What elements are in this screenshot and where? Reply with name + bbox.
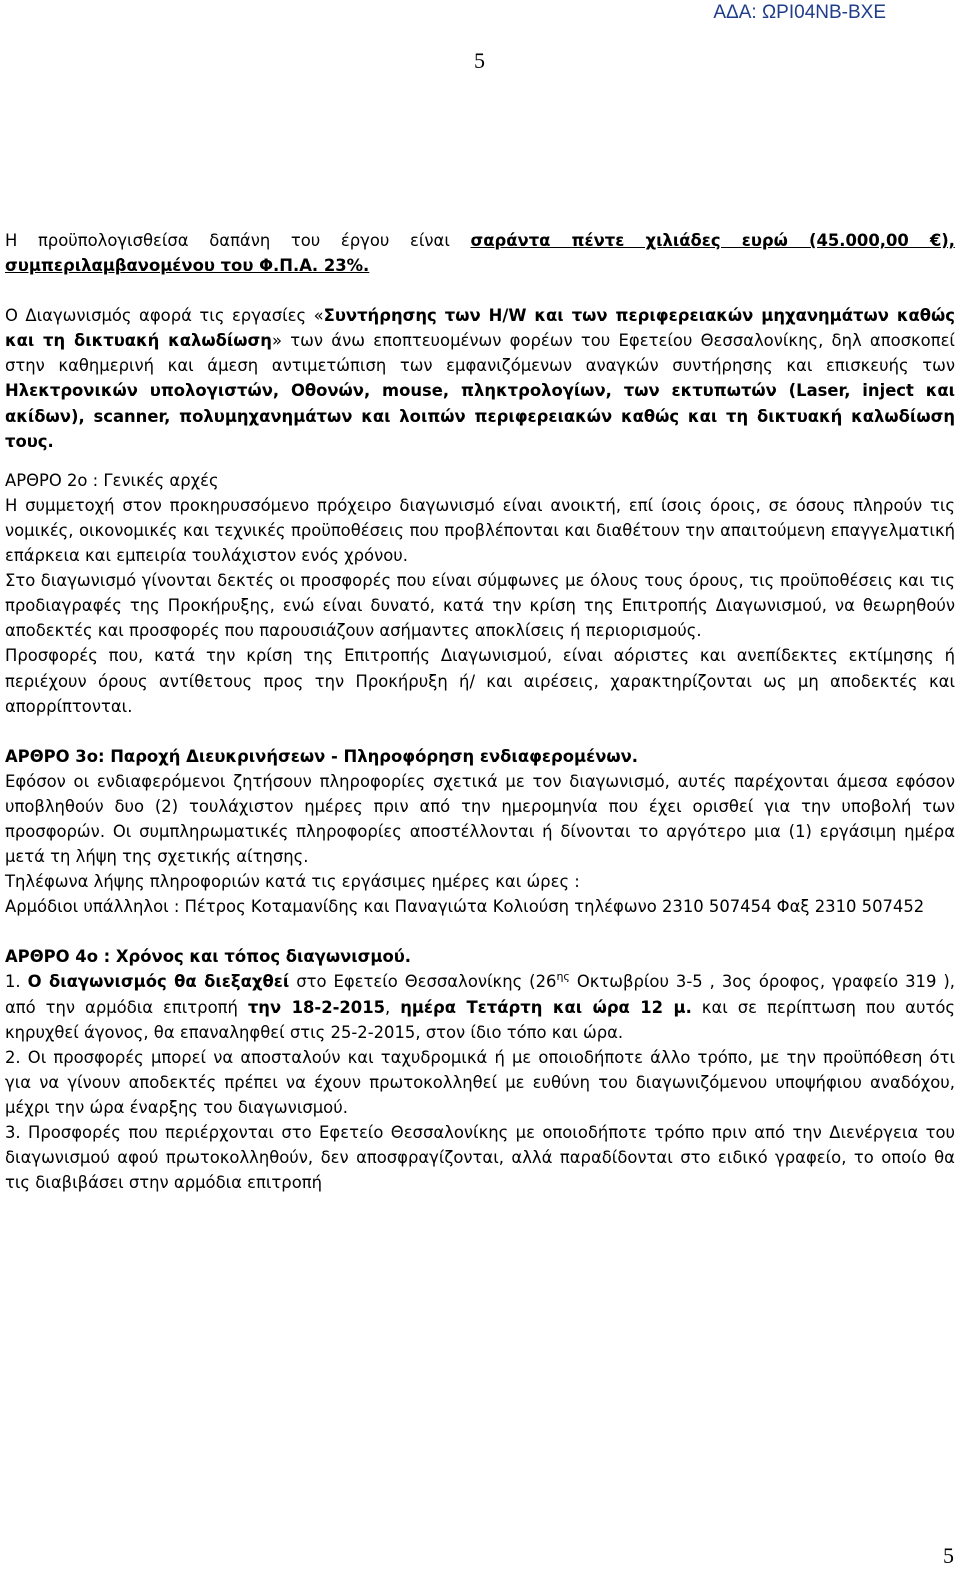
page-number-bottom: 5 — [943, 1543, 954, 1568]
article-2-paragraph: Η συμμετοχή στον προκηρυσσόμενο πρόχειρο διαγωνισμό είναι ανοικτή, επί ίσοις όροις, σε όσους πληρούν τις νομικές, οικονομικές και τεχνικές προϋποθέσεις που προβλέπονται και διαθέτουν την απαιτούμενη επαγγελματική επάρκεια και εμπειρία τουλάχιστον ενός χρόνου. — [5, 495, 955, 566]
article-3-title: ΑΡΘΡΟ 3ο: Παροχή Διευκρινήσεων - Πληροφόρηση ενδιαφερομένων. — [5, 746, 639, 766]
article-3-contacts: Αρμόδιοι υπάλληλοι : Πέτρος Κοταμανίδης και Παναγιώτα Κολιούση τηλέφωνο 2310 507454 Φαξ 2310 507452 — [5, 897, 925, 917]
document-body — [5, 228, 955, 1195]
budget-amount: σαράντα πέντε χιλιάδες ευρώ (45.000,00 €), συμπεριλαμβανομένου του Φ.Π.Α. 23%. — [5, 231, 955, 276]
article-3-paragraph: Τηλέφωνα λήψης πληροφοριών κατά τις εργάσιμες ημέρες και ώρες : — [5, 872, 580, 892]
article-2-paragraph: Στο διαγωνισμό γίνονται δεκτές οι προσφορές που είναι σύμφωνες με όλους τους όρους, τις προϋποθέσεις και τις προδιαγραφές της Προκήρυξης, ενώ είναι δυνατό, κατά την κρίση της Επιτροπής Διαγωνισμού, να θεωρηθούν αποδεκτές και προσφορές που παρουσιάζουν ασήμαντες αποκλίσεις ή περιορισμούς. — [5, 571, 955, 641]
article-4-item: 2. Οι προσφορές μπορεί να αποσταλούν και ταχυδρομικά ή με οποιοδήποτε άλλο τρόπο, με την προϋπόθεση ότι για να γίνουν αποδεκτές πρέπει να έχουν πρωτοκολληθεί με ευθύνη του διαγωνιζόμενου υποψήφιου αναδόχου, μέχρι την ώρα έναρξης του διαγωνισμού. — [5, 1047, 955, 1117]
page-number-top: 5 — [474, 48, 485, 73]
article-2-paragraph: Προσφορές που, κατά την κρίση της Επιτροπής Διαγωνισμού, είναι αόριστες και ανεπίδεκτες εκτίμησης ή περιέχουν όρους αντίθετους προς την Προκήρυξη ή/ και αιρέσεις, χαρακτηρίζονται ως μη αποδεκτές και απορρίπτονται. — [5, 646, 955, 716]
budget-paragraph: Η προϋπολογισθείσα δαπάνη του έργου είναι σαράντα πέντε χιλιάδες ευρώ (45.000,00 €), συμπεριλαμβανομένου του Φ.Π.Α. 23%. — [5, 231, 955, 276]
article-2-title: ΑΡΘΡΟ 2ο : Γενικές αρχές — [5, 470, 219, 490]
subject-paragraph: Ο Διαγωνισμός αφορά τις εργασίες «Συντήρησης των H/W και των περιφερειακών μηχανημάτων καθώς και τη δικτυακή καλωδίωση» των άνω εποπτευομένων φορέων του Εφετείου Θεσσαλονίκης, δηλ αποσκοπεί στην καθημερινή και άμεση αντιμετώπιση των εμφανιζόμενων αναγκών συντήρησης και επισκευής των Ηλεκτρονικών υπολογιστών, Οθονών, mouse, πληκτρολογίων, των εκτυπωτών (Laser, inject και ακίδων), scanner, πολυμηχανημάτων και λοιπών περιφερειακών καθώς και τη δικτυακή καλωδίωση τους. — [5, 306, 955, 451]
article-4-item: 3. Προσφορές που περιέρχονται στο Εφετείο Θεσσαλονίκης με οποιοδήποτε τρόπο πριν από την Διενέργεια του διαγωνισμού αφού πρωτοκολληθούν, δεν αποσφραγίζονται, αλλά παραδίδονται στο ειδικό γραφείο, το οποίο θα τις διαβιβάσει στην αρμόδια επιτροπή — [5, 1123, 955, 1193]
ada-code: ΑΔΑ: ΩΡΙ04ΝΒ-ΒΧΕ — [713, 2, 886, 23]
article-3-paragraph: Εφόσον οι ενδιαφερόμενοι ζητήσουν πληροφορίες σχετικά με τον διαγωνισμό, αυτές παρέχονται άμεσα εφόσον υποβληθούν δυο (2) τουλάχιστον ημέρες πριν από την ημερομηνία που έχει ορισθεί για την υποβολή των προσφορών. Οι συμπληρωματικές πληροφορίες αποστέλλονται ή δίνονται το αργότερο μια (1) εργάσιμη ημέρα μετά τη λήψη της σχετικής αίτησης. — [5, 771, 955, 867]
article-4-item: 1. Ο διαγωνισμός θα διεξαχθεί στο Εφετείο Θεσσαλονίκης ($26^{\eta\varsigma}$ Οκτωβρίου 3-5 , 3ος όροφος, γραφείο 319 ), από την αρμόδια επιτροπή την 18-2-2015, ημέρα Τετάρτη και ώρα 12 μ. και σε περίπτωση που αυτός κηρυχθεί άγονος, θα επαναληφθεί στις 25-2-2015, στον ίδιο τόπο και ώρα. — [5, 970, 955, 1042]
article-4-title: ΑΡΘΡΟ 4ο : Χρόνος και τόπος διαγωνισμού. — [5, 947, 412, 967]
